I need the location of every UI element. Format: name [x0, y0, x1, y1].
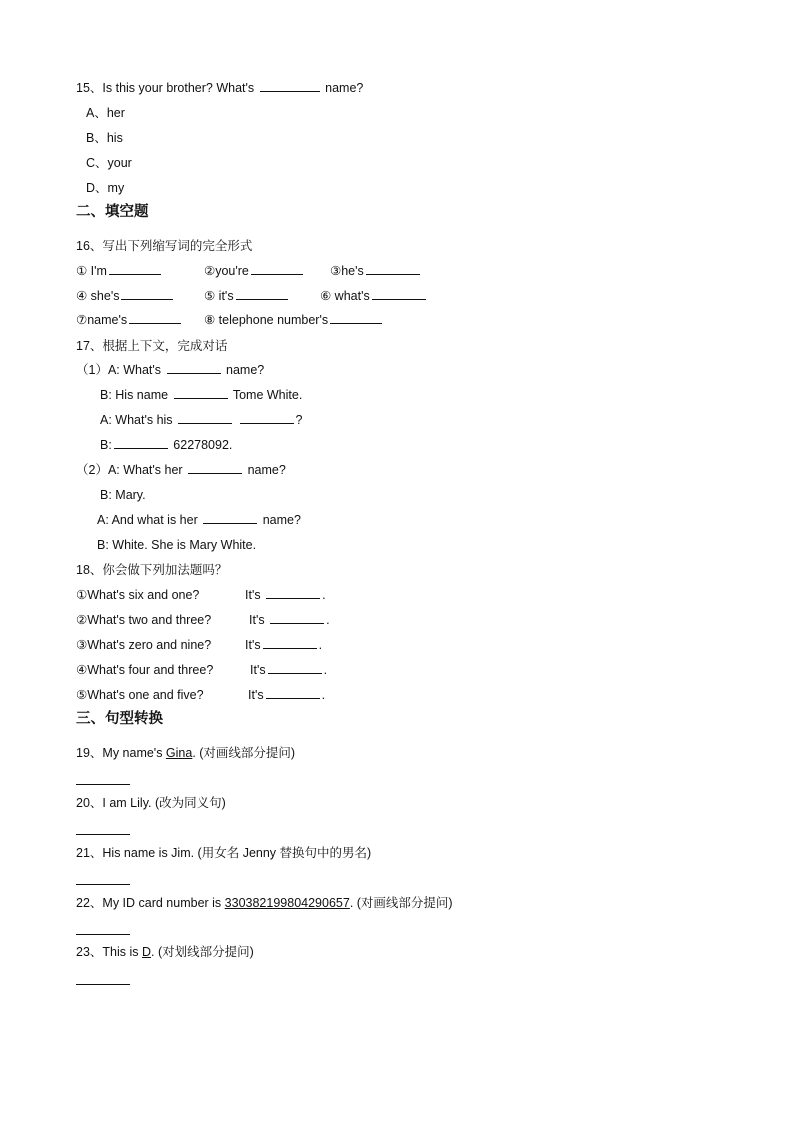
- q18-answer-prefix: It's: [250, 663, 266, 677]
- q17-d2-line-2: B: Mary.: [100, 488, 146, 502]
- q18-answer-prefix: It's: [245, 588, 261, 602]
- q17-d1-l4-end: 62278092.: [173, 438, 233, 452]
- q17-d1-blank-5[interactable]: [114, 437, 168, 449]
- q22-answer-line[interactable]: [76, 934, 130, 935]
- q18-question-1: ①What's six and one?: [76, 588, 200, 602]
- q17-d2-blank-1[interactable]: [188, 462, 242, 474]
- q19-text: 19、My name's: [76, 746, 166, 760]
- q18-question-2: ②What's two and three?: [76, 613, 212, 627]
- q18-blank-4[interactable]: [268, 662, 322, 674]
- q18-period: .: [322, 588, 326, 602]
- q17-d1-l2-end: Tome White.: [232, 388, 303, 402]
- q16-item-2: ②you're: [204, 264, 249, 278]
- q16-item-8: ⑧ telephone number's: [204, 313, 329, 327]
- q23-instruction: . (对划线部分提问): [151, 945, 254, 959]
- q18-answer-1: [245, 587, 326, 603]
- q15-option-d: D、my: [86, 181, 125, 195]
- q17-d1-line-4: [100, 437, 232, 453]
- q18-answer-prefix: It's: [245, 638, 261, 652]
- q19-answer-line[interactable]: [76, 784, 130, 785]
- q18-blank-3[interactable]: [263, 637, 317, 649]
- q16-item-7: ⑦name's: [76, 313, 128, 327]
- q16-item-1: ① I'm: [76, 264, 107, 278]
- q17-d1-line-1: [76, 362, 264, 378]
- question-15: [76, 80, 363, 96]
- question-16-title: 16、写出下列缩写词的完全形式: [76, 239, 253, 253]
- q15-text: 15、Is this your brother? What's: [76, 81, 255, 95]
- question-23: [76, 944, 254, 960]
- q22-text: 22、My ID card number is: [76, 896, 225, 910]
- q23-text: 23、This is: [76, 945, 142, 959]
- q18-question-5: ⑤What's one and five?: [76, 688, 204, 702]
- q18-question-3: ③What's zero and nine?: [76, 638, 212, 652]
- q17-d2-line-1: [76, 462, 286, 478]
- q20-answer-line[interactable]: [76, 834, 130, 835]
- question-20: 20、I am Lily. (改为同义句): [76, 796, 226, 810]
- q16-item-4: ④ she's: [76, 289, 120, 303]
- q18-blank-1[interactable]: [266, 587, 320, 599]
- q16-item-6: ⑥ what's: [320, 289, 370, 303]
- q17-d2-line-4: B: White. She is Mary White.: [97, 538, 257, 552]
- q15-text-end: name?: [325, 81, 364, 95]
- q18-answer-prefix: It's: [248, 688, 264, 702]
- q17-d2-l1-end: name?: [247, 463, 286, 477]
- q17-d1-blank-4[interactable]: [240, 412, 294, 424]
- q16-blank-5[interactable]: [236, 288, 288, 300]
- q16-item-5: ⑤ it's: [204, 289, 234, 303]
- section-2-title: 二、填空题: [76, 204, 149, 220]
- q17-d1-blank-3[interactable]: [178, 412, 232, 424]
- q17-d1-blank-1[interactable]: [167, 362, 221, 374]
- q16-blank-7[interactable]: [129, 312, 181, 324]
- q17-d1-l1-text: （1）A: What's: [76, 363, 162, 377]
- q17-d1-line-3: [100, 412, 302, 428]
- q19-underlined: Gina: [165, 746, 193, 760]
- q18-answer-4: [250, 662, 327, 678]
- q15-option-a: A、her: [86, 106, 125, 120]
- q22-instruction: . (对画线部分提问): [349, 896, 453, 910]
- q18-question-4: ④What's four and three?: [76, 663, 214, 677]
- q18-period: .: [321, 688, 326, 702]
- q17-d2-l1-text: （2）A: What's her: [76, 463, 183, 477]
- q18-blank-5[interactable]: [266, 687, 320, 699]
- q16-blank-6[interactable]: [372, 288, 426, 300]
- q21-answer-line[interactable]: [76, 884, 130, 885]
- q17-d2-line-3: [97, 512, 301, 528]
- q18-blank-2[interactable]: [270, 612, 324, 624]
- q19-instruction: . (对画线部分提问): [192, 746, 296, 760]
- q17-d1-l3-end: ?: [295, 413, 303, 427]
- q17-d1-line-2: [100, 387, 302, 403]
- question-17-title: 17、根据上下文，完成对话: [76, 339, 228, 353]
- q22-underlined: 330382199804290657: [224, 896, 350, 910]
- q15-blank[interactable]: [260, 80, 320, 92]
- question-21: 21、His name is Jim. (用女名 Jenny 替换句中的男名): [76, 846, 372, 860]
- q17-d1-l1-end: name?: [226, 363, 265, 377]
- section-3-title: 三、句型转换: [76, 711, 163, 727]
- q16-blank-2[interactable]: [251, 263, 303, 275]
- question-18-title: 18、你会做下列加法题吗？: [76, 563, 228, 577]
- q15-option-b: B、his: [86, 131, 123, 145]
- q23-underlined: D: [142, 945, 152, 959]
- q17-d1-l3-text: A: What's his: [100, 413, 173, 427]
- q18-answer-2: [249, 612, 330, 628]
- q17-d2-blank-2[interactable]: [203, 512, 257, 524]
- q18-period: .: [318, 638, 323, 652]
- q18-period: .: [326, 613, 330, 627]
- q18-answer-5: [248, 687, 325, 703]
- question-19: [76, 745, 295, 761]
- question-22: [76, 895, 453, 911]
- q16-row-2: [76, 288, 428, 304]
- q17-d2-l3-text: A: And what is her: [97, 513, 198, 527]
- q16-blank-1[interactable]: [109, 263, 161, 275]
- q16-row-3: [76, 312, 384, 328]
- q17-d1-blank-2[interactable]: [174, 387, 228, 399]
- q15-option-c: C、your: [86, 156, 132, 170]
- q16-blank-3[interactable]: [366, 263, 420, 275]
- q23-answer-line[interactable]: [76, 984, 130, 985]
- q18-period: .: [323, 663, 328, 677]
- q16-row-1: [76, 263, 422, 279]
- q17-d1-l4-text: B:: [100, 438, 112, 452]
- q16-blank-8[interactable]: [330, 312, 382, 324]
- q17-d2-l3-end: name?: [262, 513, 301, 527]
- q18-answer-prefix: It's: [249, 613, 265, 627]
- q18-answer-3: [245, 637, 322, 653]
- q16-item-3: ③he's: [330, 264, 364, 278]
- q17-d1-l2-text: B: His name: [100, 388, 169, 402]
- q16-blank-4[interactable]: [121, 288, 173, 300]
